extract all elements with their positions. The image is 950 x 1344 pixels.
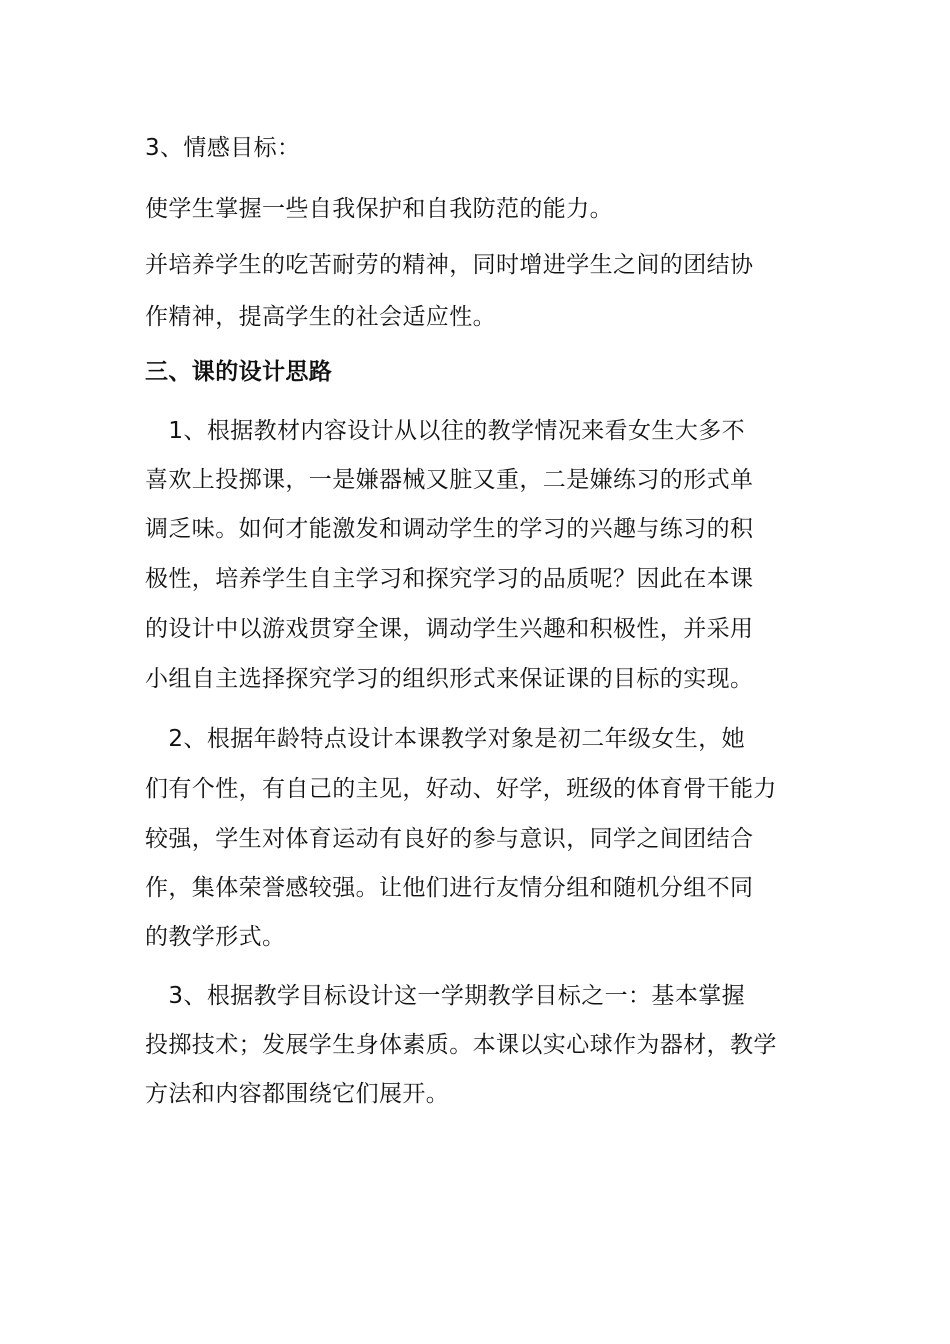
paragraph-line: 方法和内容都围绕它们展开。 <box>145 1081 450 1107</box>
paragraph-line: 的设计中以游戏贯穿全课，调动学生兴趣和积极性，并采用 <box>145 616 754 642</box>
paragraph-line: 较强，学生对体育运动有良好的参与意识，同学之间团结合 <box>145 826 754 852</box>
paragraph-line: 的教学形式。 <box>145 924 286 950</box>
section-heading-emotional-goal: 3、情感目标： <box>145 135 301 161</box>
paragraph-line: 1、根据教材内容设计从以往的教学情况来看女生大多不 <box>145 418 746 444</box>
paragraph-line: 们有个性，有自己的主见，好动、好学，班级的体育骨干能力 <box>145 776 777 802</box>
paragraph-line: 喜欢上投掷课，一是嫌器械又脏又重，二是嫌练习的形式单 <box>145 467 754 493</box>
section-heading-design-ideas: 三、课的设计思路 <box>145 359 333 385</box>
paragraph-line: 3、根据教学目标设计这一学期教学目标之一：基本掌握 <box>145 983 746 1009</box>
paragraph-line: 投掷技术；发展学生身体素质。本课以实心球作为器材，教学 <box>145 1032 777 1058</box>
paragraph-line: 小组自主选择探究学习的组织形式来保证课的目标的实现。 <box>145 666 754 692</box>
paragraph-line: 作，集体荣誉感较强。让他们进行友情分组和随机分组不同 <box>145 875 754 901</box>
paragraph-line: 调乏味。如何才能激发和调动学生的学习的兴趣与练习的积 <box>145 516 754 542</box>
paragraph-line: 使学生掌握一些自我保护和自我防范的能力。 <box>145 196 613 222</box>
paragraph-line: 2、根据年龄特点设计本课教学对象是初二年级女生，她 <box>145 726 746 752</box>
paragraph-line: 作精神，提高学生的社会适应性。 <box>145 304 496 330</box>
paragraph-line: 并培养学生的吃苦耐劳的精神，同时增进学生之间的团结协 <box>145 252 754 278</box>
paragraph-line: 极性，培养学生自主学习和探究学习的品质呢？因此在本课 <box>145 566 754 592</box>
